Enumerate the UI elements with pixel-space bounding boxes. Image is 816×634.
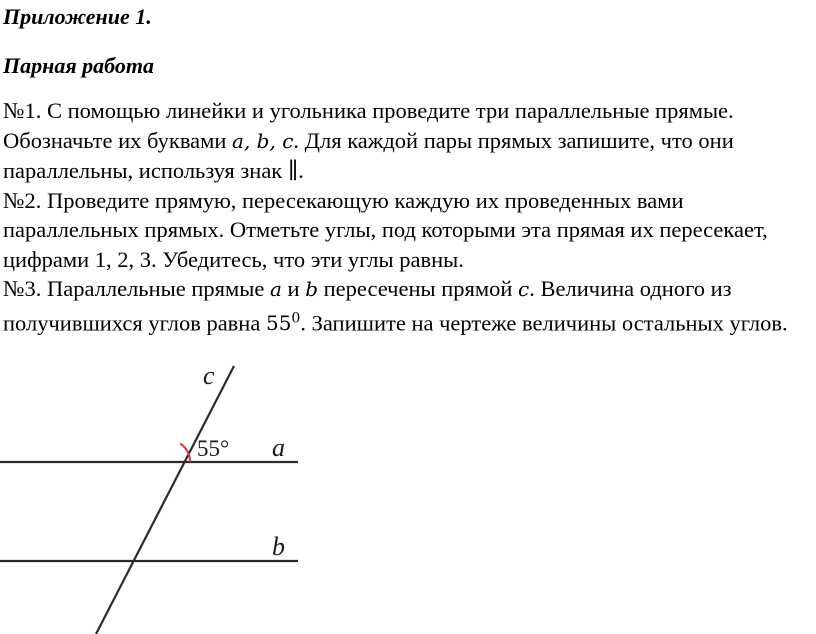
task-1-text-part-2: . Для каждой пары прямых запишите, что они параллельны, используя знак ∥. [3,127,734,183]
parallel-lines-figure [0,352,308,634]
task-3-line-a: a [269,277,282,301]
figure-drawing [0,352,308,634]
work-type-heading: Парная работа [3,53,154,78]
task-3-text-part-2: пересечены прямой [318,276,519,301]
task-1 [3,96,811,186]
task-3-text-part-1: Параллельные прямые [41,276,270,301]
task-3 [3,274,811,339]
line-c-transversal [96,366,234,634]
task-3-angle-value [266,311,300,335]
task-2 [3,186,811,275]
task-2-number: №2. [3,187,42,213]
task-3-number: №3. [3,276,42,301]
task-3-line-c: c [518,277,530,301]
task-1-text-part-1: С помощью линейки и угольника проведите три параллельные прямые. Обозначьте их буквами [3,98,734,153]
task-list [3,96,811,339]
task-3-line-b: b [305,277,318,301]
angle-label: 55° [197,436,230,461]
appendix-title: Приложение 1. [3,4,152,29]
label-b: b [272,532,285,561]
task-1-number: №1. [3,98,42,123]
label-c: c [203,361,215,390]
task-3-text-part-3: . Величина одного из получившихся углов равна [3,276,732,336]
task-2-text: Проведите прямую, пересекающую каждую их проведенных вами параллельных прямых. Отметьте углы, под которыми эта прямая их пересекает, цифрами 1, 2, 3. Убедитесь, что эти углы равны. [3,187,768,272]
task-3-angle-number: 55 [265,311,292,336]
task-3-angle-superscript: 0 [291,310,301,327]
task-3-and: и [281,276,306,301]
task-3-text-part-4: . Запишите на чертеже величины остальных углов. [300,310,788,336]
label-a: a [272,433,285,462]
task-1-letters: a, b, c [232,128,294,153]
